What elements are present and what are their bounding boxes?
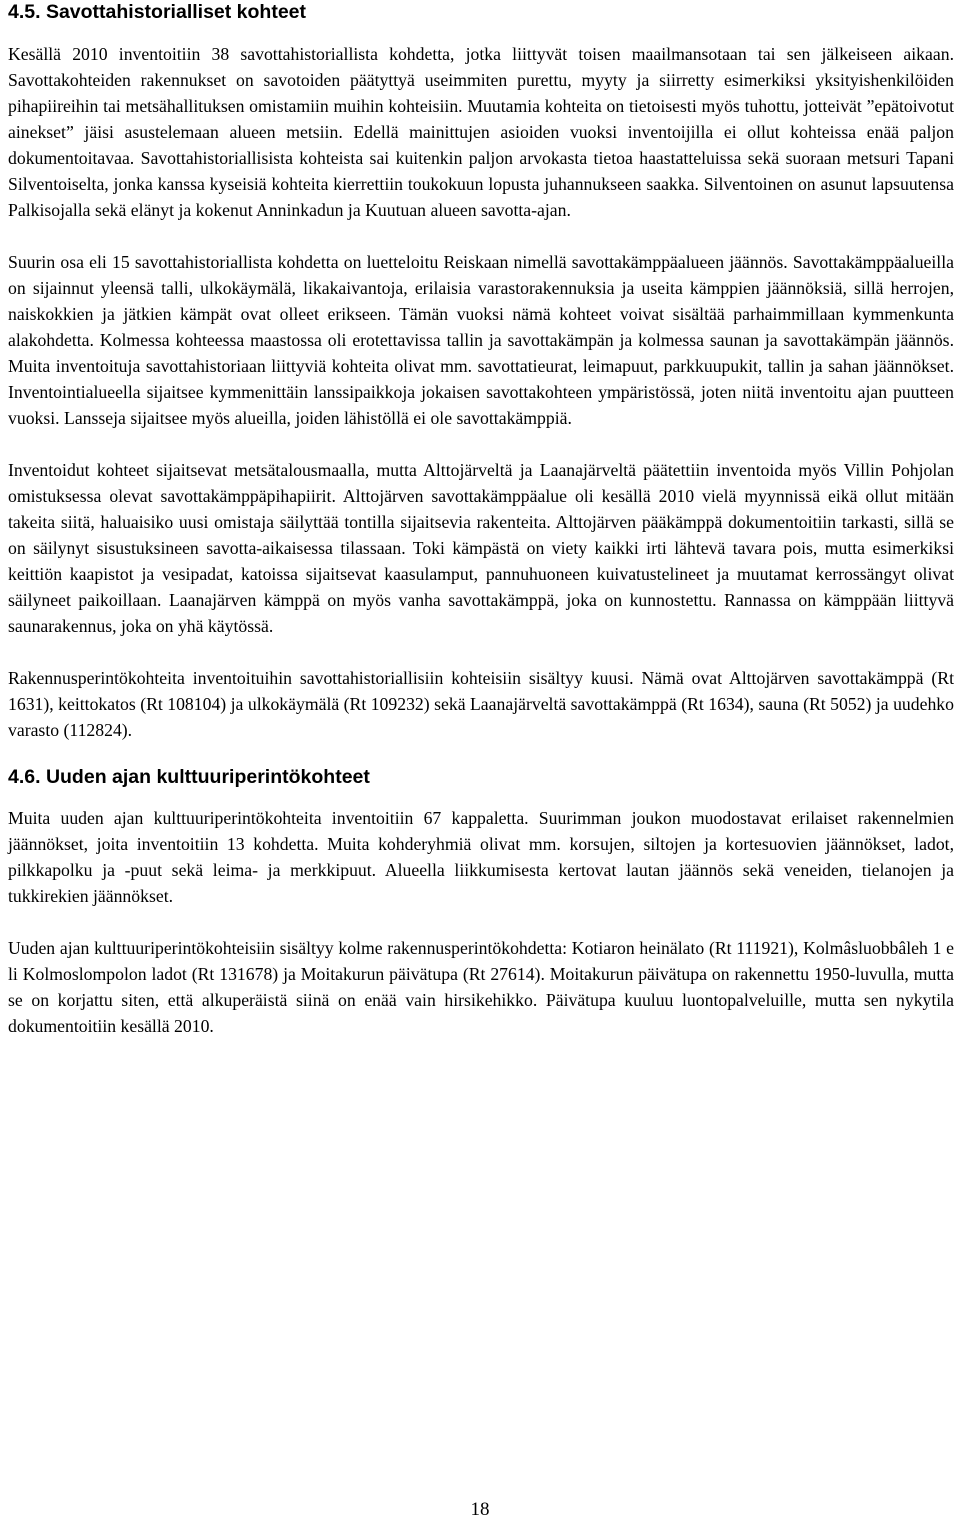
paragraph: Rakennusperintökohteita inventoituihin savottahistoriallisiin kohteisiin sisältyy kuusi. Nämä ovat Alttojärven savottakämppä (Rt 1631), keittokatos (Rt 108104) ja ulkokäymälä (Rt 109232) sekä Laanajärveltä savottakämppä (Rt 1634), sauna (Rt 5052) ja uudehko varasto (112824). bbox=[8, 668, 954, 740]
paragraph: Kesällä 2010 inventoitiin 38 savottahistoriallista kohdetta, jotka liittyvät toisen maailmansotaan tai sen jälkeiseen aikaan. Savottakohteiden rakennukset on savotoiden päätyttyä useimmiten purettu, myyty ja siirretty esimerkiksi yksityishenkilöiden pihapiireihin tai metsähallituksen omistamiin muihin kohteisiin. Muutamia kohteita on tietoisesti myös tuhottu, jotteivät ”epätoivotut ainekset” jäisi asustelemaan alueen metsiin. Edellä mainittujen asioiden vuoksi inventoijilla ei ollut kohteissa enää paljon dokumentoitavaa. Savottahistoriallisista kohteista sai kuitenkin paljon arvokasta tietoa haastatteluissa sekä suoraan metsuri Tapani Silventoiselta, jonka kanssa kyseisiä kohteita kierrettiin toukokuun lopusta juhannukseen saakka. Silventoinen on asunut lapsuutensa Palkisojalla sekä elänyt ja kokenut Anninkadun ja Kuutuan alueen savotta-ajan. bbox=[8, 44, 954, 220]
paragraph: Muita uuden ajan kulttuuriperintökohteita inventoitiin 67 kappaletta. Suurimman joukon muodostavat erilaiset rakennelmien jäännökset, joita inventoitiin 13 kohdetta. Muita kohderyhmiä olivat mm. korsujen, siltojen ja kortesuovien jäännökset, ladot, pilkkapolku ja -puut sekä leima- ja merkkipuut. Alueella liikkumisesta kertovat lautan jäännös sekä veneiden, tielanojen ja tukkirekien jäännökset. bbox=[8, 808, 954, 906]
page-number: 18 bbox=[470, 1499, 490, 1520]
section-heading-4-5: 4.5. Savottahistorialliset kohteet bbox=[8, 1, 307, 23]
section-heading-4-6: 4.6. Uuden ajan kulttuuriperintökohteet bbox=[8, 766, 370, 788]
document-page bbox=[8, 0, 954, 1039]
paragraph: Suurin osa eli 15 savottahistoriallista kohdetta on luetteloitu Reiskaan nimellä savottakämppäalueen jäännös. Savottakämppäalueilla on sijainnut yleensä talli, ulkokäymälä, likakaivantoja, erilaisia varastorakennuksia ja useita kämppien jäännöksiä, sillä herrojen, naiskokkien ja jätkien kämpät ovat olleet erikseen. Tämän vuoksi nämä kohteet voivat sisältää parhaimmillaan kymmenkunta alakohdetta. Kolmessa kohteessa maastossa oli erotettavissa tallin ja savottakämpän ja kolmessa saunan ja savottakämpän jäännös. Muita inventoituja savottahistoriaan liittyviä kohteita olivat mm. savottatieurat, leimapuut, parkkuupukit, tallin ja sahan jäännökset. Inventointialueella sijaitsee kymmenittäin lanssipaikkoja jokaisen savottakohteen ympäristössä, joten niitä inventoitu ajan puutteen vuoksi. Lansseja sijaitsee myös alueilla, joiden lähistöllä ei ole savottakämppiä. bbox=[8, 252, 954, 428]
paragraph: Uuden ajan kulttuuriperintökohteisiin sisältyy kolme rakennusperintökohdetta: Kotiaron heinälato (Rt 111921), Kolmâsluobbâleh 1 e li Kolmoslompolon ladot (Rt 131678) ja Moitakurun päivätupa (Rt 27614). Moitakurun päivätupa on rakennettu 1950-luvulla, mutta se on korjattu siten, että alkuperäistä siinä on enää vain hirsikehikko. Päivätupa kuuluu luontopalveluille, mutta sen nykytila dokumentoitiin kesällä 2010. bbox=[8, 938, 954, 1036]
paragraph: Inventoidut kohteet sijaitsevat metsätalousmaalla, mutta Alttojärveltä ja Laanajärveltä päätettiin inventoida myös Villin Pohjolan omistuksessa olevat savottakämppäpihapiirit. Alttojärven savottakämppäalue oli kesällä 2010 vielä myynnissä eikä ollut mitään takeita siitä, haluaisiko uusi omistaja säilyttää tontilla sijaitsevia rakenteita. Alttojärven pääkämppä dokumentoitiin tarkasti, sillä se on säilynyt sisustuksineen savotta-aikaisessa tilassaan. Toki kämpästä on viety kaikki irti lähtevä tavara pois, mutta esimerkiksi keittiön kaapistot ja vesipadat, katoissa sijaitsevat kaasulamput, pannuhuoneen kuivatustelineet ja muutamat kerrossängyt olivat säilyneet paikoillaan. Laanajärven kämppä on myös vanha savottakämppä, joka on kunnostettu. Rannassa on kämppään liittyvä saunarakennus, joka on yhä käytössä. bbox=[8, 460, 954, 636]
